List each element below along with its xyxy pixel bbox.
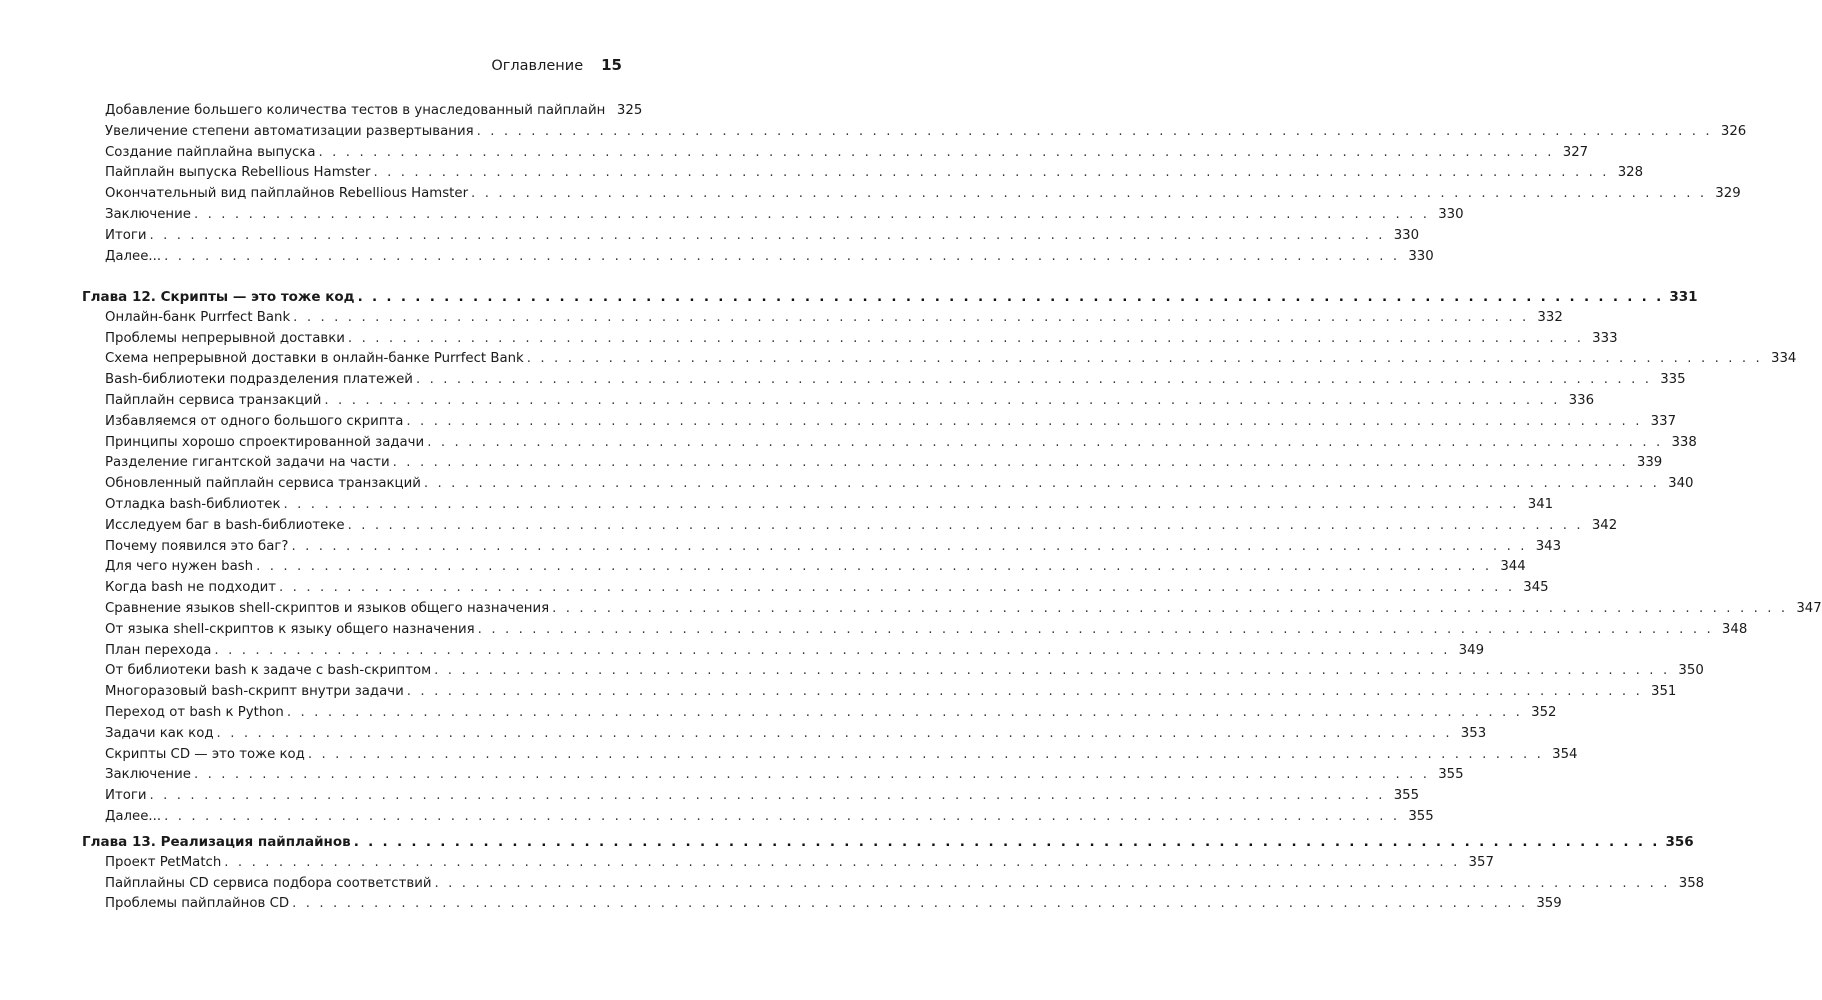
toc-leader: . . . . . . . . . . . . . . . . . . . . . . . . . . . . . . . . . . . . . . . . . . . . . . . . . . . . . . . . . . . . . . . . . . . . . . . . . . . . . . . . . . . . . . . . . . . xyxy=(477,621,1714,637)
toc-entry xyxy=(82,807,1434,828)
toc-leader: . . . . . . . . . . . . . . . . . . . . . . . . . . . . . . . . . . . . . . . . . . . . . . . . . . . . . . . . . . . . . . . . . . . . . . . . . . . . . . . . . . . . . . . . . . . xyxy=(193,767,1430,783)
toc-leader: . . . . . . . . . . . . . . . . . . . . . . . . . . . . . . . . . . . . . . . . . . . . . . . . . . . . . . . . . . . . . . . . . . . . . . . . . . . . . . . . . . . . . . . . . . . xyxy=(149,227,1386,243)
toc-entry-title: План перехода xyxy=(105,642,212,658)
toc-leader: . . . . . . . . . . . . . . . . . . . . . . . . . . . . . . . . . . . . . . . . . . . . . . . . . . . . . . . . . . . . . . . . . . . . . . . . . . . . . . . . . . . . . . . . . . . xyxy=(406,413,1643,429)
toc-entry xyxy=(82,853,1494,874)
toc-group-chapter-11-tail xyxy=(82,101,1747,267)
toc-entry xyxy=(82,495,1554,516)
toc-entry-page: 355 xyxy=(1438,767,1464,783)
toc-entry-page: 359 xyxy=(1536,896,1562,912)
toc-entry-title: От языка shell-скриптов к языку общего назначения xyxy=(105,621,475,637)
toc-entry xyxy=(82,453,1663,474)
toc-chapter-page: 331 xyxy=(1669,289,1698,305)
toc-leader: . . . . . . . . . . . . . . . . . . . . . . . . . . . . . . . . . . . . . . . . . . . . . . . . . . . . . . . . . . . . . . . . . . . . . . . . . . . . . . . . . . . . . . . . . . . xyxy=(353,834,1660,850)
toc-entry-title: Создание пайплайна выпуска xyxy=(105,144,316,160)
toc-leader: . . . . . . . . . . . . . . . . . . . . . . . . . . . . . . . . . . . . . . . . . . . . . . . . . . . . . . . . . . . . . . . . . . . . . . . . . . . . . . . . . . . . . . . . . . . xyxy=(324,392,1561,408)
toc-entry-title: Итоги xyxy=(105,227,147,243)
toc-entry-title: Проблемы пайплайнов CD xyxy=(105,896,290,912)
toc-entry-page: 339 xyxy=(1636,455,1663,471)
toc-entry-title: Онлайн-банк Purrfect Bank xyxy=(105,309,291,325)
toc-leader: . . . . . . . . . . . . . . . . . . . . . . . . . . . . . . . . . . . . . . . . . . . . . . . . . . . . . . . . . . . . . . . . . . . . . . . . . . . . . . . . . . . . . . . . . . . xyxy=(164,248,1400,264)
toc-leader: . . . . . . . . . . . . . . . . . . . . . . . . . . . . . . . . . . . . . . . . . . . . . . . . . . . . . . . . . . . . . . . . . . . . . . . . . . . . . . . . . . . . . . . . . . . xyxy=(392,455,1629,471)
toc-leader: . . . . . . . . . . . . . . . . . . . . . . . . . . . . . . . . . . . . . . . . . . . . . . . . . . . . . . . . . . . . . . . . . . . . . . . . . . . . . . . . . . . . . . . . . . . xyxy=(347,517,1584,533)
toc-entry-title: Схема непрерывной доставки в онлайн-банке Purrfect Bank xyxy=(105,351,524,367)
toc-entry xyxy=(82,765,1464,786)
running-head xyxy=(491,56,622,74)
toc-entry xyxy=(82,184,1741,205)
toc-entry-title: Bash-библиотеки подразделения платежей xyxy=(105,372,413,388)
toc-group-chapter-12 xyxy=(82,287,1822,828)
toc-leader: . . . . . . . . . . . . . . . . . . . . . . . . . . . . . . . . . . . . . . . . . . . . . . . . . . . . . . . . . . . . . . . . . . . . . . . . . . . . . . . . . . . . . . . . . . . xyxy=(318,144,1555,160)
toc-entry-page: 355 xyxy=(1408,808,1434,824)
toc-entry-title: Далее... xyxy=(105,808,162,824)
toc-entry xyxy=(82,122,1747,143)
toc-leader: . . . . . . . . . . . . . . . . . . . . . . . . . . . . . . . . . . . . . . . . . . . . . . . . . . . . . . . . . . . . . . . . . . . . . . . . . . . . . . . . . . . . . . . . . . . xyxy=(279,580,1515,596)
toc-entry-page: 338 xyxy=(1671,434,1697,450)
toc-entry-page: 353 xyxy=(1460,725,1487,741)
toc-entry xyxy=(82,391,1595,412)
toc-entry xyxy=(82,894,1562,915)
toc-entry-title: Принципы хорошо спроектированной задачи xyxy=(105,434,425,450)
toc-entry-page: 357 xyxy=(1468,854,1494,870)
toc-leader: . . . . . . . . . . . . . . . . . . . . . . . . . . . . . . . . . . . . . . . . . . . . . . . . . . . . . . . . . . . . . . . . . . . . . . . . . . . . . . . . . . . . . . . . . . . xyxy=(434,663,1670,679)
toc-entry-page: 345 xyxy=(1523,580,1549,596)
toc-entry xyxy=(82,682,1677,703)
toc-entry-title: Итоги xyxy=(105,788,147,804)
toc-entry xyxy=(82,226,1420,247)
toc-entry-title: Заключение xyxy=(105,767,191,783)
toc-entry-title: Скрипты CD — это тоже код xyxy=(105,746,305,762)
toc-entry-page: 358 xyxy=(1678,875,1705,891)
toc-entry xyxy=(82,370,1686,391)
toc-entry-title: Многоразовый bash-скрипт внутри задачи xyxy=(105,684,404,700)
toc-leader: . . . . . . . . . . . . . . . . . . . . . . . . . . . . . . . . . . . . . . . . . . . . . . . . . . . . . . . . . . . . . . . . . . . . . . . . . . . . . . . . . . . . . . . . . . . xyxy=(164,808,1400,824)
toc-entry xyxy=(82,143,1589,164)
toc-leader: . . . . . . . . . . . . . . . . . . . . . . . . . . . . . . . . . . . . . . . . . . . . . . . . . . . . . . . . . . . . . . . . . . . . . . . . . . . . . . . . . . . . . . . . . . . xyxy=(434,875,1671,891)
toc-entry xyxy=(82,786,1420,807)
toc-entry-title: Пайплайны CD сервиса подбора соответствий xyxy=(105,875,432,891)
toc-entry-page: 337 xyxy=(1650,413,1677,429)
toc-leader: . . . . . . . . . . . . . . . . . . . . . . . . . . . . . . . . . . . . . . . . . . . . . . . . . . . . . . . . . . . . . . . . . . . . . . . . . . . . . . . . . . . . . . . . . . . xyxy=(406,684,1643,700)
toc-entry xyxy=(82,433,1697,454)
toc-entry-page: 342 xyxy=(1591,517,1618,533)
toc-entry-page: 341 xyxy=(1527,496,1554,512)
toc-leader: . . . . . . . . . . . . . . . . . . . . . . . . . . . . . . . . . . . . . . . . . . . . . . . . . . . . . . . . . . . . . . . . . . . . . . . . . . . . . . . . . . . . . . . . . . . xyxy=(471,186,1707,202)
toc-entry xyxy=(82,745,1578,766)
toc-chapter-page: 356 xyxy=(1665,834,1694,850)
toc-entry-page: 354 xyxy=(1552,746,1578,762)
toc-leader: . . . . . . . . . . . . . . . . . . . . . . . . . . . . . . . . . . . . . . . . . . . . . . . . . . . . . . . . . . . . . . . . . . . . . . . . . . . . . . . . . . . . . . . . . . . xyxy=(292,896,1528,912)
toc-entry xyxy=(82,661,1704,682)
toc-leader: . . . . . . . . . . . . . . . . . . . . . . . . . . . . . . . . . . . . . . . . . . . . . . . . . . . . . . . . . . . . . . . . . . . . . . . . . . . . . . . . . . . . . . . . . . . xyxy=(216,725,1453,741)
toc-chapter-title: Глава 13. Реализация пайплайнов xyxy=(82,834,351,850)
toc-leader: . . . . . . . . . . . . . . . . . . . . . . . . . . . . . . . . . . . . . . . . . . . . . . . . . . . . . . . . . . . . . . . . . . . . . . . . . . . . . . . . . . . . . . . . . . . xyxy=(427,434,1663,450)
toc-leader: . . . . . . . . . . . . . . . . . . . . . . . . . . . . . . . . . . . . . . . . . . . . . . . . . . . . . . . . . . . . . . . . . . . . . . . . . . . . . . . . . . . . . . . . . . . xyxy=(214,642,1451,658)
toc-leader: . . . . . . . . . . . . . . . . . . . . . . . . . . . . . . . . . . . . . . . . . . . . . . . . . . . . . . . . . . . . . . . . . . . . . . . . . . . . . . . . . . . . . . . . . . . xyxy=(357,289,1664,305)
toc-entry-page: 343 xyxy=(1535,538,1562,554)
toc-entry-page: 326 xyxy=(1720,123,1747,139)
toc-entry-title: Проблемы непрерывной доставки xyxy=(105,330,345,346)
toc-chapter-heading xyxy=(82,832,1694,853)
toc-entry-page: 348 xyxy=(1721,621,1748,637)
toc-entry-page: 325 xyxy=(616,103,643,118)
toc-entry xyxy=(82,641,1485,662)
toc-entry xyxy=(82,163,1644,184)
toc-entry-title: Отладка bash-библиотек xyxy=(105,496,281,512)
toc-entry-page: 329 xyxy=(1715,186,1741,202)
toc-entry-title: Обновленный пайплайн сервиса транзакций xyxy=(105,476,421,492)
toc-entry-title: Переход от bash к Python xyxy=(105,704,284,720)
toc-entry xyxy=(82,724,1487,745)
toc-entry-page: 347 xyxy=(1796,600,1822,616)
page-number: 15 xyxy=(601,56,622,74)
toc-entry-page: 352 xyxy=(1531,704,1557,720)
toc-leader: . . . . . . . . . . . . . . . . . . . . . . . . . . . . . . . . . . . . . . . . . . . . . . . . . . . . . . . . . . . . . . . . . . . . . . . . . . . . . . . . . . . . . . . . . . . xyxy=(526,351,1763,367)
toc-entry-title: Почему появился это баг? xyxy=(105,538,289,554)
toc-entry-title: Проект PetMatch xyxy=(105,854,222,870)
toc-leader: . . . . . . . . . . . . . . . . . . . . . . . . . . . . . . . . . . . . . . . . . . . . . . . . . . . . . . . . . . . . . . . . . . . . . . . . . . . . . . . . . . . . . . . . . . . xyxy=(193,206,1430,222)
toc-entry-title: Окончательный вид пайплайнов Rebellious Hamster xyxy=(105,186,469,202)
toc-leader: . . . . . . . . . . . . . . . . . . . . . . . . . . . . . . . . . . . . . . . . . . . . . . . . . . . . . . . . . . . . . . . . . . . . . . . . . . . . . . . . . . . . . . . . . . . xyxy=(552,600,1788,616)
toc-entry-page: 349 xyxy=(1458,642,1485,658)
toc-entry-title: Когда bash не подходит xyxy=(105,580,277,596)
toc-entry xyxy=(82,412,1677,433)
toc-entry-page: 350 xyxy=(1678,663,1704,679)
toc-leader: . . . . . . . . . . . . . . . . . . . . . . . . . . . . . . . . . . . . . . . . . . . . . . . . . . . . . . . . . . . . . . . . . . . . . . . . . . . . . . . . . . . . . . . . . . . xyxy=(293,309,1529,325)
toc-entry xyxy=(82,703,1557,724)
toc-entry-title: Увеличение степени автоматизации развертывания xyxy=(105,123,474,139)
toc-leader: . . . . . . . . . . . . . . . . . . . . . . . . . . . . . . . . . . . . . . . . . . . . . . . . . . . . . . . . . . . . . . . . . . . . . . . . . . . . . . . . . . . . . . . . . . . xyxy=(347,330,1584,346)
toc-entry-title: Исследуем баг в bash-библиотеке xyxy=(105,517,345,533)
toc-entry xyxy=(82,537,1562,558)
toc-entry xyxy=(82,874,1705,895)
toc-entry-title: Избавляемся от одного большого скрипта xyxy=(105,413,404,429)
toc-chapter-title: Глава 12. Скрипты — это тоже код xyxy=(82,289,355,305)
toc-entry-page: 340 xyxy=(1668,476,1694,492)
toc-entry-page: 355 xyxy=(1393,788,1420,804)
toc-entry-page: 336 xyxy=(1568,392,1595,408)
toc-entry-page: 327 xyxy=(1562,144,1589,160)
toc-entry xyxy=(82,329,1618,350)
toc-entry-page: 333 xyxy=(1592,330,1618,346)
toc-leader: . . . . . . . . . . . . . . . . . . . . . . . . . . . . . . . . . . . . . . . . . . . . . . . . . . . . . . . . . . . . . . . . . . . . . . . . . . . . . . . . . . . . . . . . . . . xyxy=(307,746,1544,762)
toc-entry-title: Для чего нужен bash xyxy=(105,559,254,575)
toc-entry-page: 330 xyxy=(1408,248,1434,264)
toc-entry-page: 330 xyxy=(1438,206,1464,222)
toc-entry-title: Далее... xyxy=(105,248,162,264)
toc-entry-page: 344 xyxy=(1500,559,1526,575)
toc-entry xyxy=(82,247,1434,268)
toc-leader: . . . . . . . . . . . . . . . . . . . . . . . . . . . . . . . . . . . . . . . . . . . . . . . . . . . . . . . . . . . . . . . . . . . . . . . . . . . . . . . . . . . . . . . . . . . xyxy=(283,496,1520,512)
toc-entry-page: 334 xyxy=(1771,351,1797,367)
toc-chapter-heading xyxy=(82,287,1698,308)
toc-entry xyxy=(82,557,1526,578)
toc-entry xyxy=(82,578,1549,599)
toc-entry xyxy=(82,620,1748,641)
toc-group-chapter-13 xyxy=(82,832,1705,915)
toc-leader: . . . . . . . . . . . . . . . . . . . . . . . . . . . . . . . . . . . . . . . . . . . . . . . . . . . . . . . . . . . . . . . . . . . . . . . . . . . . . . . . . . . . . . . . . . . xyxy=(149,788,1386,804)
toc-entry xyxy=(82,308,1563,329)
toc-leader: . . . . . . . . . . . . . . . . . . . . . . . . . . . . . . . . . . . . . . . . . . . . . . . . . . . . . . . . . . . . . . . . . . . . . . . . . . . . . . . . . . . . . . . . . . . xyxy=(373,165,1610,181)
toc-leader: . . . . . . . . . . . . . . . . . . . . . . . . . . . . . . . . . . . . . . . . . . . . . . . . . . . . . . . . . . . . . . . . . . . . . . . . . . . . . . . . . . . . . . . . . . . xyxy=(256,559,1492,575)
toc-entry xyxy=(82,101,643,122)
toc-entry-title: Задачи как код xyxy=(105,725,214,741)
toc-leader: . . . . . . . . . . . . . . . . . . . . . . . . . . . . . . . . . . . . . . . . . . . . . . . . . . . . . . . . . . . . . . . . . . . . . . . . . . . . . . . . . . . . . . . . . . . xyxy=(476,123,1713,139)
toc-entry xyxy=(82,516,1618,537)
toc-entry-page: 328 xyxy=(1617,165,1644,181)
toc-entry-title: От библиотеки bash к задаче с bash-скриптом xyxy=(105,663,432,679)
toc-leader: . . . . . . . . . . . . . . . . . . . . . . . . . . . . . . . . . . . . . . . . . . . . . . . . . . . . . . . . . . . . . . . . . . . . . . . . . . . . . . . . . . . . . . . . . . . xyxy=(286,704,1523,720)
toc-entry-title: Сравнение языков shell-скриптов и языков общего назначения xyxy=(105,600,550,616)
toc-leader: . . . . . . . . . . . . . . . . . . . . . . . . . . . . . . . . . . . . . . . . . . . . . . . . . . . . . . . . . . . . . . . . . . . . . . . . . . . . . . . . . . . . . . . . . . . xyxy=(291,538,1528,554)
toc-entry xyxy=(82,349,1797,370)
toc-entry xyxy=(82,599,1822,620)
toc-entry-page: 335 xyxy=(1660,372,1686,388)
toc-entry xyxy=(82,474,1694,495)
toc-leader: . . . . . . . . . . . . . . . . . . . . . . . . . . . . . . . . . . . . . . . . . . . . . . . . . . . . . . . . . . . . . . . . . . . . . . . . . . . . . . . . . . . . . . . . . . . xyxy=(423,476,1660,492)
toc-entry-title: Пайплайн выпуска Rebellious Hamster xyxy=(105,165,371,181)
toc-entry-page: 330 xyxy=(1393,227,1420,243)
section-title: Оглавление xyxy=(491,58,584,74)
toc-leader: . . . . . . . . . . . . . . . . . . . . . . . . . . . . . . . . . . . . . . . . . . . . . . . . . . . . . . . . . . . . . . . . . . . . . . . . . . . . . . . . . . . . . . . . . . . xyxy=(415,372,1652,388)
toc-entry-title: Пайплайн сервиса транзакций xyxy=(105,392,322,408)
toc-entry-page: 332 xyxy=(1537,309,1563,325)
toc-entry-title: Заключение xyxy=(105,206,191,222)
toc-entry-title: Добавление большего количества тестов в унаследованный пайплайн xyxy=(105,103,606,118)
toc-entry-page: 351 xyxy=(1651,684,1677,700)
toc-leader: . . . . . . . . . . . . . . . . . . . . . . . . . . . . . . . . . . . . . . . . . . . . . . . . . . . . . . . . . . . . . . . . . . . . . . . . . . . . . . . . . . . . . . . . . . . xyxy=(224,854,1460,870)
toc-entry xyxy=(82,205,1464,226)
toc-entry-title: Разделение гигантской задачи на части xyxy=(105,455,390,471)
